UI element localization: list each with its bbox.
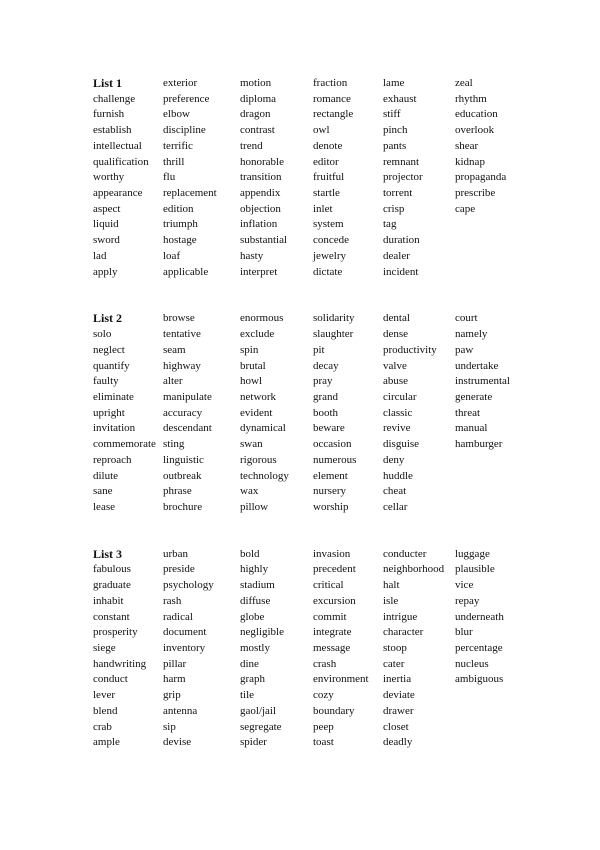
word-item: education [455, 108, 498, 121]
word-item: luggage [455, 547, 490, 560]
word-item: worship [313, 500, 349, 513]
word-item: cape [455, 202, 476, 215]
word-item: elbow [163, 108, 190, 121]
word-item: ample [93, 736, 120, 749]
word-item: message [313, 642, 351, 654]
word-item: network [240, 390, 277, 403]
word-item: hostage [163, 234, 197, 247]
word-item: namely [455, 328, 488, 341]
word-item: cozy [313, 689, 334, 702]
word-item: underneath [455, 610, 504, 623]
word-item: crab [93, 720, 112, 733]
word-item: aspect [93, 202, 121, 215]
word-item: objection [240, 202, 281, 215]
word-item: decay [313, 359, 339, 372]
word-item: tag [383, 218, 397, 231]
word-item: solidarity [313, 312, 355, 325]
word-item: dental [383, 312, 410, 325]
word-item: worthy [93, 171, 125, 184]
word-item: dynamical [240, 422, 286, 435]
word-item: tentative [163, 328, 201, 341]
word-item: stiff [383, 108, 401, 121]
word-item: exterior [163, 77, 198, 89]
word-item: appearance [93, 187, 143, 200]
word-item: inlet [313, 202, 333, 215]
lists-container [93, 76, 600, 751]
word-item: loaf [163, 249, 181, 262]
word-column [93, 76, 163, 280]
word-item: lad [93, 249, 107, 262]
word-item: repay [455, 594, 480, 607]
word-item: invasion [313, 547, 351, 560]
word-item: element [313, 469, 348, 482]
word-item: motion [240, 77, 272, 89]
word-item: plausible [455, 563, 495, 576]
word-item: percentage [455, 642, 503, 654]
word-item: nursery [313, 485, 346, 498]
word-item: prescribe [455, 187, 496, 200]
word-column [383, 76, 455, 280]
word-item: intrigue [383, 610, 418, 623]
word-item: triumph [163, 218, 198, 231]
word-item: alter [163, 375, 183, 388]
word-item: grand [313, 390, 339, 403]
word-item: grip [163, 689, 181, 702]
word-item: slaughter [313, 328, 354, 341]
word-column [455, 311, 535, 515]
word-item: apply [93, 265, 118, 278]
word-item: denote [313, 139, 343, 152]
word-item: graph [240, 673, 266, 686]
word-list [93, 76, 600, 280]
word-item: boundary [313, 704, 355, 717]
word-item: highly [240, 563, 269, 576]
word-item: exclude [240, 328, 275, 341]
word-item: projector [383, 171, 423, 184]
word-item: trend [240, 139, 263, 152]
word-column [240, 547, 313, 751]
word-item: spin [240, 343, 259, 356]
word-item: owl [313, 124, 330, 137]
word-item: pants [383, 139, 407, 152]
word-item: critical [313, 579, 344, 592]
word-column [383, 311, 455, 515]
word-item: diploma [240, 92, 277, 105]
word-item: character [383, 626, 424, 639]
word-item: seam [163, 343, 186, 356]
word-item: ambiguous [455, 673, 504, 686]
word-item: remnant [383, 155, 420, 168]
word-item: revive [383, 422, 411, 435]
word-item: evident [240, 406, 273, 419]
word-item: closet [383, 720, 409, 733]
word-column [383, 547, 455, 751]
word-item: replacement [163, 187, 217, 200]
word-item: booth [313, 406, 339, 419]
word-item: devise [163, 736, 192, 749]
word-item: disguise [383, 438, 420, 451]
word-item: occasion [313, 438, 352, 451]
word-item: beware [313, 422, 345, 435]
word-item: paw [455, 343, 474, 356]
word-column [240, 76, 313, 280]
word-item: eliminate [93, 390, 134, 403]
word-item: furnish [93, 108, 125, 121]
word-item: bold [240, 547, 260, 560]
word-item: undertake [455, 359, 499, 372]
word-item: deadly [383, 736, 413, 749]
word-item: zeal [455, 77, 473, 89]
word-item: technology [240, 469, 289, 482]
word-item: harm [163, 673, 186, 686]
word-item: spider [240, 736, 267, 749]
word-item: handwriting [93, 657, 147, 670]
word-item: invitation [93, 422, 136, 435]
word-item: psychology [163, 579, 214, 592]
word-item: diffuse [240, 594, 271, 607]
word-item: dealer [383, 249, 410, 262]
word-item: rash [163, 594, 182, 607]
word-item: document [163, 626, 207, 639]
word-item: dine [240, 657, 259, 670]
word-item: halt [383, 579, 400, 592]
word-item: radical [163, 610, 193, 623]
word-item: enormous [240, 312, 284, 325]
word-item: blur [455, 626, 473, 639]
word-item: sip [163, 720, 176, 733]
word-item: lever [93, 689, 115, 702]
word-item: classic [383, 406, 413, 419]
word-item: sane [93, 485, 113, 498]
word-item: descendant [163, 422, 212, 435]
word-item: dense [383, 328, 409, 341]
word-item: rhythm [455, 92, 487, 105]
word-item: cater [383, 657, 405, 670]
word-item: propaganda [455, 171, 507, 184]
word-item: liquid [93, 218, 119, 231]
word-item: sword [93, 234, 120, 247]
word-column [163, 547, 240, 751]
word-item: globe [240, 610, 265, 623]
word-item: tile [240, 689, 255, 702]
word-item: phrase [163, 485, 192, 498]
word-item: interpret [240, 265, 278, 278]
word-item: deviate [383, 689, 415, 702]
word-item: prosperity [93, 626, 138, 639]
word-item: crisp [383, 202, 405, 215]
word-item: deny [383, 453, 405, 466]
word-item: graduate [93, 579, 131, 592]
word-item: sting [163, 438, 185, 451]
word-item: duration [383, 234, 420, 247]
word-item: rigorous [240, 453, 277, 466]
word-item: wax [240, 485, 259, 498]
word-item: howl [240, 375, 262, 388]
word-item: solo [93, 328, 112, 341]
word-item: establish [93, 124, 132, 137]
word-item: court [455, 312, 478, 325]
word-item: rectangle [313, 108, 354, 121]
word-item: negligible [240, 626, 284, 639]
word-item: hamburger [455, 438, 503, 451]
word-item: mostly [240, 642, 270, 654]
word-item: system [313, 218, 344, 231]
word-item: faulty [93, 375, 119, 388]
word-item: urban [163, 547, 189, 560]
word-item: brochure [163, 500, 203, 513]
word-item: isle [383, 594, 399, 607]
word-item: pinch [383, 124, 408, 137]
word-item: nucleus [455, 657, 489, 670]
word-item: linguistic [163, 453, 204, 466]
word-item: stoop [383, 642, 407, 654]
word-item: intellectual [93, 139, 142, 152]
word-item: valve [383, 359, 407, 372]
word-item: drawer [383, 704, 414, 717]
word-item: integrate [313, 626, 352, 639]
word-item: torrent [383, 187, 413, 200]
word-item: peep [313, 720, 334, 733]
word-item: discipline [163, 124, 206, 137]
word-item: qualification [93, 155, 149, 168]
word-column [455, 547, 535, 751]
word-item: pray [313, 375, 333, 388]
word-item: applicable [163, 265, 209, 278]
word-item: crash [313, 657, 337, 670]
word-item: outbreak [163, 469, 202, 482]
word-list [93, 311, 600, 515]
word-item: swan [240, 438, 263, 451]
word-item: inflation [240, 218, 278, 231]
word-item: dictate [313, 265, 343, 278]
word-item: overlook [455, 124, 495, 137]
word-item: siege [93, 642, 116, 654]
word-item: editor [313, 155, 339, 168]
word-item: productivity [383, 343, 437, 356]
word-item: accuracy [163, 406, 203, 419]
word-item: manipulate [163, 390, 212, 403]
word-item: commit [313, 610, 347, 623]
word-item: flu [163, 171, 176, 184]
word-item: abuse [383, 375, 409, 388]
word-item: brutal [240, 359, 266, 372]
word-item: huddle [383, 469, 413, 482]
word-item: threat [455, 406, 481, 419]
word-item: toast [313, 736, 334, 749]
word-column [313, 547, 383, 751]
word-item: highway [163, 359, 201, 372]
word-item: antenna [163, 704, 198, 717]
word-column [163, 76, 240, 280]
word-item: substantial [240, 234, 288, 247]
word-item: quantify [93, 359, 130, 372]
word-item: fabulous [93, 563, 131, 576]
word-item: generate [455, 390, 493, 403]
word-item: environment [313, 673, 369, 686]
word-item: inhabit [93, 594, 124, 607]
word-item: terrific [163, 139, 193, 152]
word-item: pit [313, 343, 325, 356]
word-item: reproach [93, 453, 132, 466]
word-item: incident [383, 265, 419, 278]
word-item: thrill [163, 155, 185, 168]
word-item: hasty [240, 249, 264, 262]
word-item: jewelry [313, 249, 346, 262]
list-title: List 2 [93, 311, 123, 326]
list-title: List 1 [93, 76, 123, 90]
word-item: fraction [313, 77, 348, 89]
word-column [240, 311, 313, 515]
word-item: challenge [93, 92, 136, 105]
word-item: numerous [313, 453, 357, 466]
word-column [93, 311, 163, 515]
word-item: cheat [383, 485, 407, 498]
word-item: preside [163, 563, 195, 576]
word-item: fruitful [313, 171, 345, 184]
word-list [93, 547, 600, 751]
word-item: shear [455, 139, 479, 152]
word-item: gaol/jail [240, 704, 277, 717]
word-item: cellar [383, 500, 408, 513]
word-item: segregate [240, 720, 282, 733]
word-item: exhaust [383, 92, 417, 105]
word-item: stadium [240, 579, 275, 592]
word-item: conducter [383, 547, 427, 560]
word-item: dilute [93, 469, 119, 482]
word-item: lame [383, 77, 405, 89]
word-column [313, 311, 383, 515]
word-column [313, 76, 383, 280]
word-item: lease [93, 500, 115, 513]
word-item: commemorate [93, 438, 156, 451]
word-item: neighborhood [383, 563, 445, 576]
word-item: precedent [313, 563, 356, 576]
word-item: preference [163, 92, 210, 105]
word-item: upright [93, 406, 125, 419]
word-column [455, 76, 535, 280]
list-title: List 3 [93, 546, 123, 561]
word-item: blend [93, 704, 118, 717]
word-item: pillar [163, 657, 187, 670]
word-item: manual [455, 422, 488, 435]
word-item: constant [93, 610, 130, 623]
word-column [163, 311, 240, 515]
word-item: startle [313, 187, 340, 200]
word-item: romance [313, 92, 351, 105]
word-item: excursion [313, 594, 356, 607]
word-item: edition [163, 202, 194, 215]
word-item: dragon [240, 108, 271, 121]
word-item: browse [163, 312, 195, 325]
word-item: instrumental [455, 375, 510, 388]
word-item: inertia [383, 673, 412, 686]
word-column [93, 547, 163, 751]
word-item: conduct [93, 673, 128, 686]
word-item: inventory [163, 642, 206, 654]
word-item: neglect [93, 343, 125, 356]
word-item: concede [313, 234, 350, 247]
word-item: circular [383, 390, 417, 403]
word-item: contrast [240, 124, 275, 137]
word-item: appendix [240, 187, 281, 200]
word-item: vice [455, 579, 474, 592]
word-item: pillow [240, 500, 269, 513]
word-item: honorable [240, 155, 284, 168]
word-item: transition [240, 171, 282, 184]
word-item: kidnap [455, 155, 485, 168]
